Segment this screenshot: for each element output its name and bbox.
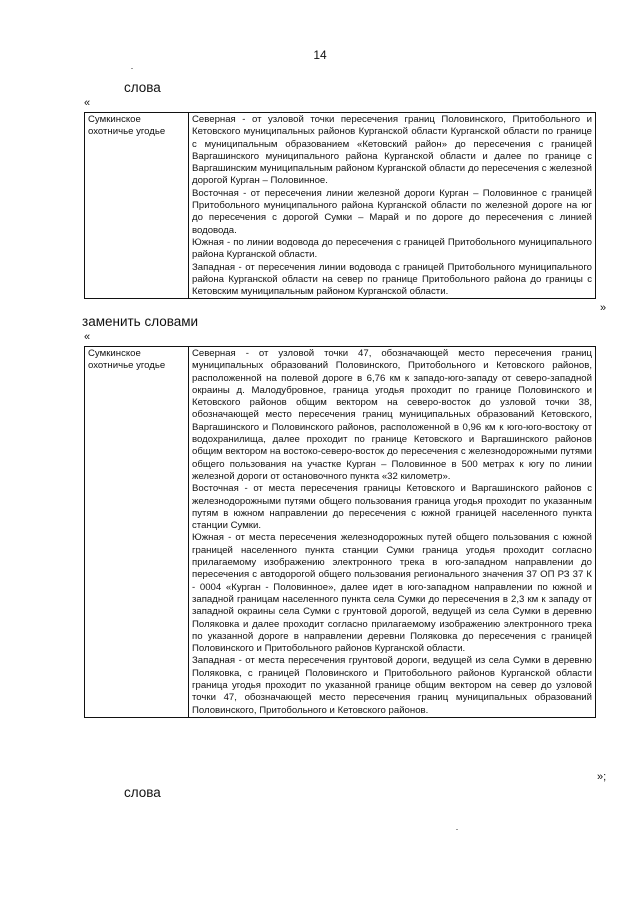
- old-words-heading: слова: [124, 80, 161, 95]
- boundary-description: [189, 347, 596, 718]
- table-row: [85, 347, 596, 718]
- new-open-quote: «: [84, 331, 91, 343]
- north-boundary: Северная - от узловой точки 47, обозначающей место пересечения границ муниципальных образований Половинского, Притобольного и Кетовского районов, расположенной на полевой дороге в 6,76 км к западо-юго-западу от северо-западной окраины д. Малодубровное, граница угодья проходит по границе Половинского и Кетовского районов общим вектором на северо-восток до узловой точки 38, обозначающей место пересечения границ муниципальных образований Кетовского, Варгашинского и Половинского районов, расположенной в 0,96 км к юго-юго-востоку от водохранилища, далее проходит по границе Кетовского и Варгашинского районов общим вектором на востоко-северо-восток до пересечения с железнодорожными путями общего пользования на участке Курган – Половинное в 500 метрах к югу по линии железной дороги от остановочного пункта «32 километр».: [192, 348, 592, 482]
- old-boundary-table: [84, 112, 596, 299]
- north-boundary: Северная - от узловой точки пересечения границ Половинского, Притобольного и Кетовского муниципальных районов Курганской области Курганской области по границе с муниципальным образованием «Кетовский район» до пересечения с границей Варгашинского муниципального района Курганской области и далее по границе с Варгашинским муниципальным районом Курганской области до пересечения с железной дорогой Курган – Половинное.: [192, 114, 592, 187]
- west-boundary: Западная - от места пересечения грунтовой дороги, ведущей из села Сумки в деревню Поляковка, с границей Половинского и Притобольного районов Курганской области граница угодья проходит по указанной границе общим вектором на север до узловой точки 47, обозначающей место пересечения границ муниципальных образований Половинского, Притобольного и Кетовского районов.: [192, 655, 592, 716]
- new-boundary-table: [84, 346, 596, 718]
- table-row: [85, 113, 596, 299]
- scan-mark: [456, 829, 458, 830]
- hunting-ground-name: Сумкинское охотничье угодье: [85, 113, 189, 299]
- replace-with-words-heading: заменить словами: [82, 314, 199, 329]
- page-number: 14: [313, 48, 327, 62]
- west-boundary: Западная - от пересечения линии водовода с границей Притобольного муниципального района Курганской области на север по границе Притобольного района до границы с Кетовским муниципальным районом Курганской области.: [192, 261, 592, 298]
- east-boundary: Восточная - от пересечения линии железной дороги Курган – Половинное с границей Притобольного муниципального района Курганской области по железной дороге на юг до пересечения с дорогой Сумки – Марай и по дороге до пересечения с линией водовода.: [192, 187, 592, 236]
- old-close-quote: »: [600, 302, 607, 314]
- south-boundary: Южная - по линии водовода до пересечения с границей Притобольного муниципального района Курганской области.: [192, 236, 592, 261]
- next-words-heading: слова: [124, 785, 161, 800]
- boundary-description: [189, 113, 596, 299]
- south-boundary: Южная - от места пересечения железнодорожных путей общего пользования с южной границей населенного пункта станции Сумки граница угодья проходит согласно прилагаемому изображению электронного трека в юго-западном направлении до пересечения с автодорогой общего пользования регионального значения 37 ОП РЗ 37 К - 0004 «Курган - Половинное», далее идет в юго-западном направлении по южной и западной границам населенного пункта села Сумки до пересечения в 2,3 км к западу от западной окраины села Сумки с грунтовой дорогой, ведущей из села Сумки в деревню Поляковка и далее проходит согласно прилагаемому изображению электронного трека по указанной дороге в направлении деревни Поляковка до пересечения с границей Половинского и Притобольного районов Курганской области.: [192, 532, 592, 655]
- new-close-quote: »;: [597, 771, 607, 783]
- east-boundary: Восточная - от места пересечения границы Кетовского и Варгашинского районов с железнодорожными путями общего пользования граница угодья проходит по указанным путям в южном направлении до пересечения с южной границей населенного пункта станции Сумки.: [192, 483, 592, 532]
- old-open-quote: «: [84, 97, 91, 109]
- hunting-ground-name: Сумкинское охотничье угодье: [85, 347, 189, 718]
- scan-mark: [131, 68, 133, 69]
